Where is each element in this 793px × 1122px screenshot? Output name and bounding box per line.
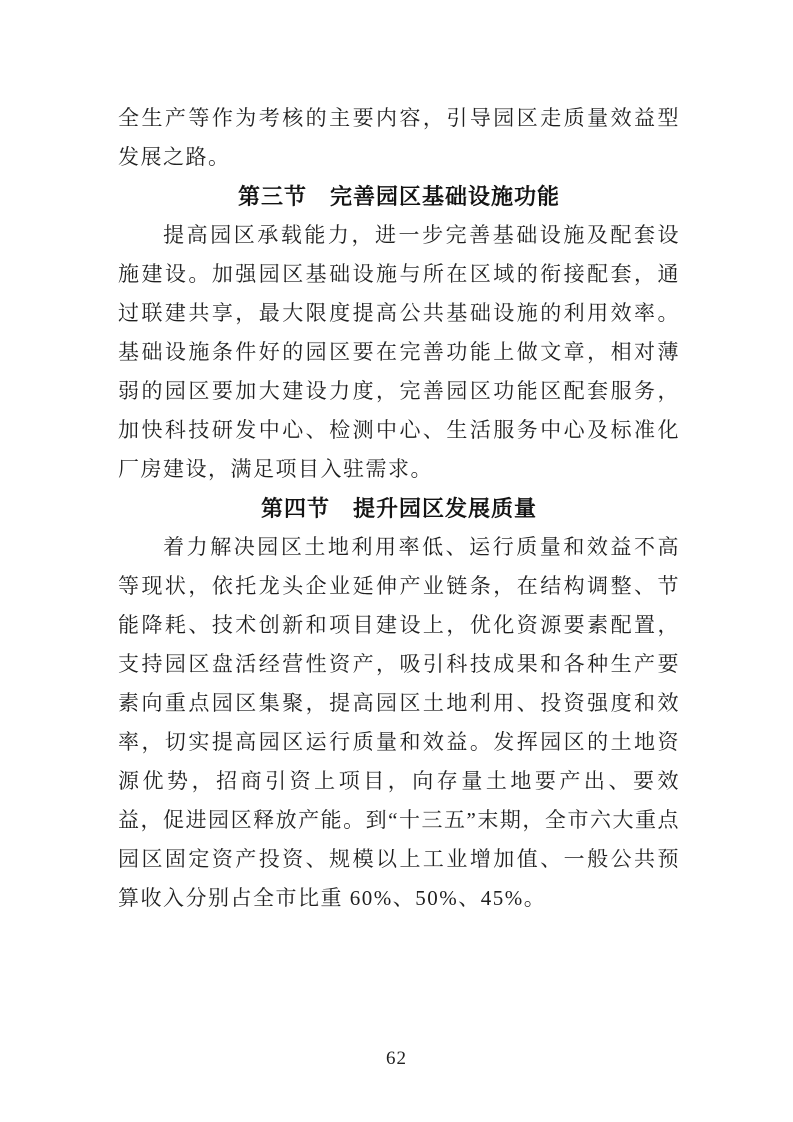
page-footer bbox=[0, 1048, 793, 1070]
section-3-heading: 第三节 完善园区基础设施功能 bbox=[237, 184, 560, 209]
text-block bbox=[118, 99, 680, 918]
page-number: 62 bbox=[386, 1048, 407, 1069]
continuation-paragraph: 全生产等作为考核的主要内容，引导园区走质量效益型发展之路。 bbox=[118, 106, 680, 169]
section-4-heading: 第四节 提升园区发展质量 bbox=[260, 496, 537, 521]
section-4-paragraph: 着力解决园区土地利用率低、运行质量和效益不高等现状，依托龙头企业延伸产业链条，在结构调整、节能降耗、技术创新和项目建设上，优化资源要素配置，支持园区盘活经营性资产，吸引科技成果和各种生产要素向重点园区集聚，提高园区土地利用、投资强度和效率，切实提高园区运行质量和效益。发挥园区的土地资源优势，招商引资上项目，向存量土地要产出、要效益，促进园区释放产能。到“十三五”末期，全市六大重点园区固定资产投资、规模以上工业增加值、一般公共预算收入分别占全市比重 60%、50%、45%。 bbox=[118, 535, 680, 910]
section-3-paragraph: 提高园区承载能力，进一步完善基础设施及配套设施建设。加强园区基础设施与所在区域的衔接配套，通过联建共享，最大限度提高公共基础设施的利用效率。基础设施条件好的园区要在完善功能上做文章，相对薄弱的园区要加大建设力度，完善园区功能区配套服务，加快科技研发中心、检测中心、生活服务中心及标准化厂房建设，满足项目入驻需求。 bbox=[118, 223, 680, 481]
